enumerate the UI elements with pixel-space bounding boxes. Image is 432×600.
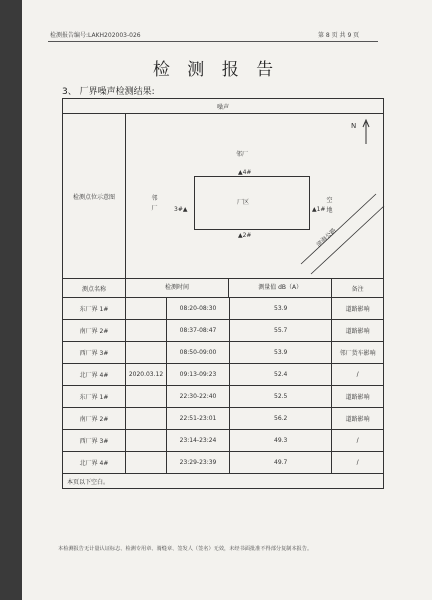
col-header-time [126,279,332,298]
row-time-value-cell [126,408,332,430]
north-neighbor-label: 邻厂 [236,151,249,158]
row-value: 49.3 [229,430,331,451]
table-footnote-row [63,474,384,489]
row-time-value-cell [126,386,332,408]
col-header-value: 测量值 dB（A） [228,279,331,297]
row-time: 22:30-22:40 [166,386,229,407]
point-2: ▲2# [238,232,252,239]
plant-label: 厂区 [237,199,250,206]
row-date: 2020.03.12 [128,371,164,378]
row-date [126,320,166,341]
row-time-value-cell [126,342,332,364]
table-row [63,452,384,474]
row-point-name: 东厂界 1# [63,386,126,408]
row-time-value-cell [126,298,332,320]
row-time: 23:29-23:39 [166,452,229,473]
row-point-name: 东厂界 1# [63,298,126,320]
row-note: 道路影响 [332,298,384,320]
row-time: 23:14-23:24 [166,430,229,451]
row-value: 55.7 [229,320,331,341]
row-date [126,452,166,473]
row-date [126,342,166,363]
row-point-name: 北厂界 4# [63,452,126,474]
road-label: 滨海公路 [315,227,338,249]
row-date [126,408,166,429]
row-note: 道路影响 [332,386,384,408]
report-number: 检测报告编号:LAKH202003-026 [50,32,141,39]
table-row [63,408,384,430]
row-note: 邻厂货车影响 [332,342,384,364]
row-point-name: 北厂界 4# [63,364,126,386]
road-line-1 [301,194,376,264]
col-header-name: 测点名称 [63,279,126,298]
row-time: 09:13-09:23 [166,364,229,385]
row-note: / [332,452,384,474]
row-point-name: 西厂界 3# [63,430,126,452]
binding-strip [0,0,22,600]
row-time: 08:20-08:30 [166,298,229,319]
point-1: ▲1# [312,206,326,213]
point-4: ▲4# [238,169,252,176]
table-row [63,364,384,386]
row-date [126,386,166,407]
row-time-value-cell [126,320,332,342]
row-point-name: 西厂界 3# [63,342,126,364]
row-time: 08:37-08:47 [166,320,229,341]
table-row [63,298,384,320]
row-time: 22:51-23:01 [166,408,229,429]
header-divider [48,41,378,42]
page-title: 检 测 报 告 [152,60,280,80]
section-heading: 3、 厂界噪声检测结果: [62,87,155,97]
row-date [126,298,166,319]
row-note: / [332,430,384,452]
row-point-name: 南厂界 2# [63,320,126,342]
row-value: 56.2 [229,408,331,429]
row-value: 53.9 [229,298,331,319]
row-time-value-cell [126,364,332,386]
col-header-note: 备注 [332,279,384,298]
row-value: 49.7 [229,452,331,473]
row-point-name: 南厂界 2# [63,408,126,430]
east-empty-land-label: 空地 [326,197,333,214]
table-row [63,342,384,364]
table-row [63,320,384,342]
row-value: 52.5 [229,386,331,407]
west-neighbor-label: 邻厂 [151,195,158,212]
row-note: 道路影响 [332,320,384,342]
row-time: 08:50-09:00 [166,342,229,363]
table-top-header: 噪声 [63,99,384,114]
table-row [63,386,384,408]
north-arrow-label: N [351,122,357,130]
monitoring-point-diagram [126,114,384,279]
row-value: 52.4 [229,364,331,385]
row-note: 道路影响 [332,408,384,430]
row-value: 53.9 [229,342,331,363]
point-3: 3#▲ [174,206,188,213]
page-number: 第 8 页 共 9 页 [318,32,360,39]
noise-results-table [62,98,384,489]
diagram-label: 检测点位示意图 [63,114,126,279]
row-date [126,430,166,451]
row-note: / [332,364,384,386]
col-header-time-label: 检测时间 [164,284,189,291]
table-row [63,430,384,452]
row-time-value-cell [126,430,332,452]
footer-note: 本检测报告无计量认证标志、检测专用章、骑缝章、签发人（签名）无效，未经书面批准不得部分复制本报告。 [58,546,313,552]
diagram-lines [126,114,386,278]
table-footnote: 本页以下空白。 [63,474,384,489]
row-time-value-cell [126,452,332,474]
